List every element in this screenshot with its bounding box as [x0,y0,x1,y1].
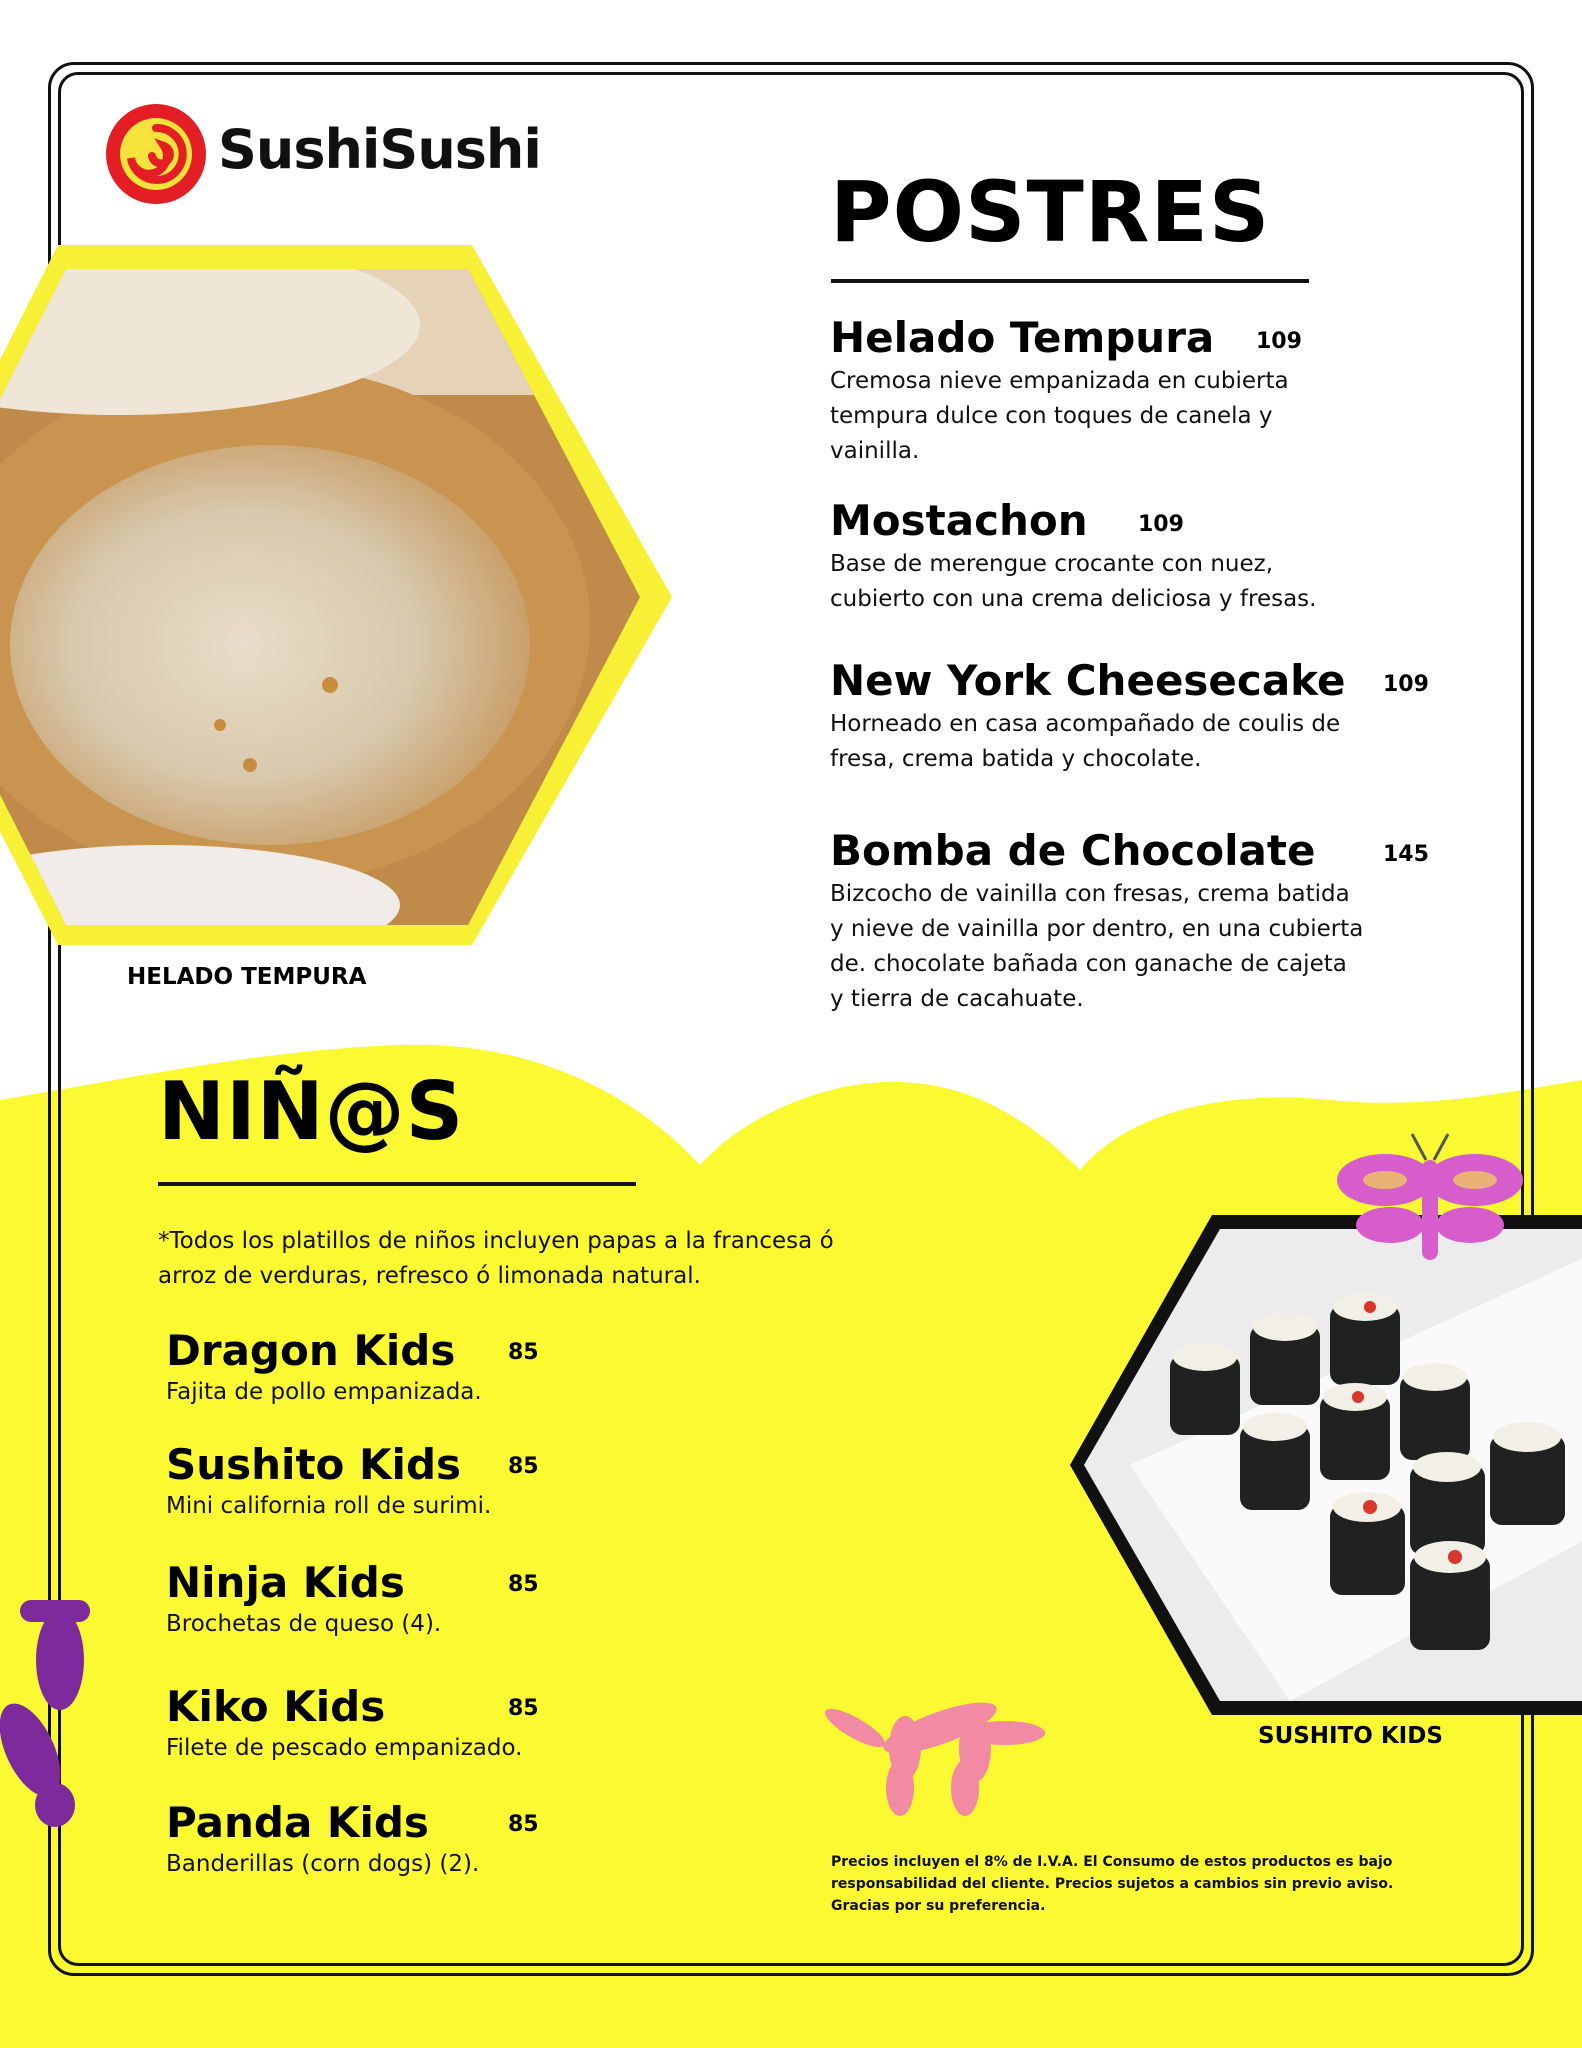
item-name: Panda Kids [166,1798,429,1847]
balloon-butterfly-icon [1330,1130,1530,1280]
item-price: 145 [1383,842,1429,867]
sushito-kids-photo [1070,1215,1582,1715]
item-name: Mostachon [830,496,1088,545]
price-disclaimer: Precios incluyen el 8% de I.V.A. El Consumo de estos productos es bajo responsabilidad del cliente. Precios sujetos a cambios sin previo aviso. Gracias por su preferencia. [831,1854,1394,1914]
item-description: Banderillas (corn dogs) (2). [166,1851,480,1877]
helado-tempura-photo [0,245,680,945]
item-description: Filete de pescado empanizado. [166,1735,523,1761]
postres-rule [831,279,1309,283]
brand-logo [104,100,541,210]
menu-item [830,656,1470,777]
item-price: 109 [1256,329,1302,354]
item-price: 109 [1138,512,1184,537]
item-description: Horneado en casa acompañado de coulis de fresa, crema batida y chocolate. [830,711,1341,772]
item-price: 85 [508,1340,539,1365]
item-name: Ninja Kids [166,1558,405,1607]
menu-item [166,1798,666,1882]
item-description: Bizcocho de vainilla con fresas, crema batida y nieve de vainilla por dentro, en una cubierta de. chocolate bañada con ganache de cajeta y tierra de cacahuate. [830,881,1364,1012]
menu-item [830,496,1450,617]
ninos-note: *Todos los platillos de niños incluyen papas a la francesa ó arroz de verduras, refresco ó limonada natural. [158,1228,834,1289]
menu-item [830,313,1450,469]
menu-item [166,1440,666,1524]
menu-item [166,1682,666,1766]
brand-name: SushiSushi [218,118,541,181]
menu-item [166,1558,666,1642]
ninos-title: NIÑ@S [158,1065,465,1158]
item-description: Fajita de pollo empanizada. [166,1379,482,1405]
item-name: Dragon Kids [166,1326,456,1375]
menu-item [830,826,1470,1017]
item-description: Base de merengue crocante con nuez, cubierto con una crema deliciosa y fresas. [830,551,1317,612]
logo-swirl-icon [104,102,208,206]
item-name: Sushito Kids [166,1440,462,1489]
item-name: Bomba de Chocolate [830,826,1316,875]
helado-tempura-caption: HELADO TEMPURA [127,964,367,990]
item-description: Mini california roll de surimi. [166,1493,492,1519]
item-price: 109 [1383,672,1429,697]
item-price: 85 [508,1454,539,1479]
balloon-purple-icon [0,1600,90,1830]
item-price: 85 [508,1696,539,1721]
balloon-dog-icon [815,1688,1055,1828]
item-price: 85 [508,1812,539,1837]
item-description: Brochetas de queso (4). [166,1611,442,1637]
item-name: Helado Tempura [830,313,1215,362]
sushito-kids-caption: SUSHITO KIDS [1258,1723,1443,1749]
item-price: 85 [508,1572,539,1597]
postres-title: POSTRES [830,163,1271,261]
ninos-rule [158,1182,636,1186]
item-name: New York Cheesecake [830,656,1346,705]
menu-item [166,1326,666,1410]
item-description: Cremosa nieve empanizada en cubierta tempura dulce con toques de canela y vainilla. [830,368,1289,464]
item-name: Kiko Kids [166,1682,386,1731]
